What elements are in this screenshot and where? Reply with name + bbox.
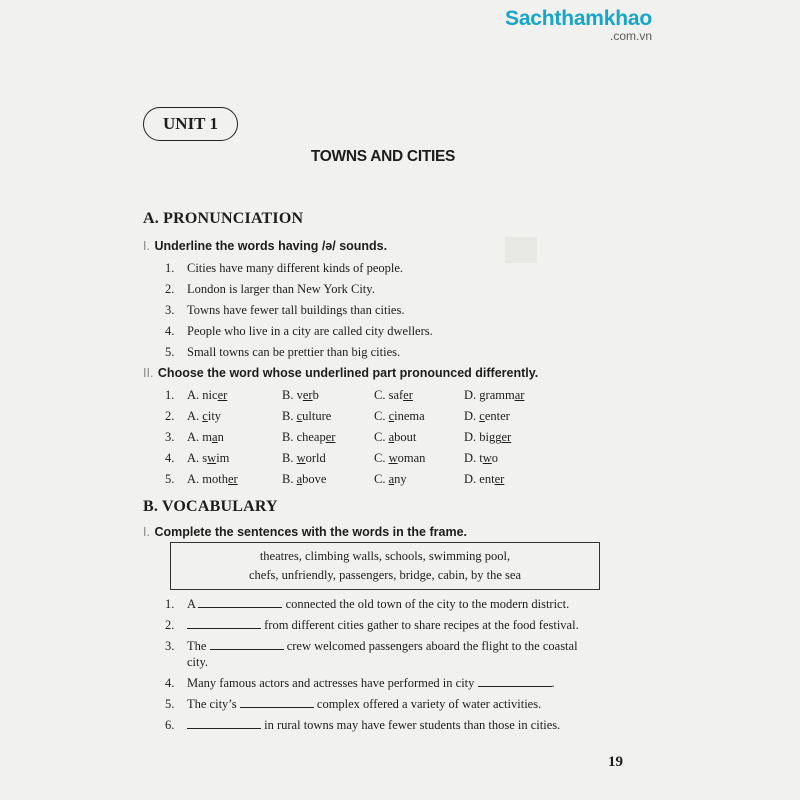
underlined-part: w	[388, 451, 398, 465]
underlined-part: er	[403, 388, 413, 402]
option-text: B. v	[282, 388, 303, 402]
item-text: Small towns can be prettier than big cities.	[187, 345, 401, 359]
item-text: People who live in a city are called city dwellers.	[187, 324, 433, 338]
option-text: o	[491, 451, 499, 465]
list-item	[165, 697, 541, 712]
list-item	[165, 324, 433, 339]
answer-blank	[240, 697, 314, 708]
unit-label: UNIT 1	[143, 107, 238, 141]
answer-option	[374, 451, 425, 466]
list-item	[165, 303, 404, 318]
underlined-part: er	[325, 430, 336, 444]
roman-numeral: I.	[143, 239, 150, 253]
section-a-part1-instruction	[143, 239, 387, 253]
underlined-part: er	[217, 388, 228, 402]
answer-option	[374, 430, 416, 445]
option-text: ity	[207, 409, 222, 423]
option-text: inema	[394, 409, 425, 423]
list-item	[165, 639, 578, 654]
item-number: 3.	[165, 639, 175, 653]
frame-line-1: theatres, climbing walls, schools, swimming pool,	[259, 549, 511, 563]
answer-option	[282, 451, 326, 466]
option-text: C.	[374, 451, 389, 465]
answer-option	[282, 409, 331, 424]
option-text: A. nic	[187, 388, 218, 402]
underlined-part: c	[296, 409, 303, 423]
sentence-text: The	[187, 639, 207, 653]
item-number: 4.	[165, 676, 175, 690]
underlined-part: w	[296, 451, 306, 465]
answer-option	[464, 472, 504, 487]
option-text: bove	[302, 472, 327, 486]
answer-option	[464, 388, 524, 403]
sentence-text: Many famous actors and actresses have performed in city	[187, 676, 475, 690]
list-item	[165, 282, 375, 297]
roman-numeral: I.	[143, 525, 150, 539]
answer-option	[187, 430, 224, 445]
answer-option	[374, 472, 407, 487]
section-b-part1-instruction	[143, 525, 467, 539]
option-text: D. bigg	[464, 430, 502, 444]
instruction-text: Underline the words having /ə/ sounds.	[154, 239, 388, 253]
answer-option	[282, 472, 326, 487]
underlined-part: a	[388, 472, 395, 486]
sentence-text: The city’s	[187, 697, 237, 711]
section-b-heading: B. VOCABULARY	[143, 498, 278, 515]
option-text: enter	[484, 409, 510, 423]
underlined-part: er	[501, 430, 512, 444]
page-title: TOWNS AND CITIES	[310, 148, 456, 165]
option-text: C.	[374, 409, 389, 423]
item-number: 2.	[165, 409, 175, 423]
option-text: im	[216, 451, 230, 465]
underlined-part: c	[479, 409, 485, 423]
underlined-part: w	[207, 451, 217, 465]
item-number: 1.	[165, 261, 175, 275]
underlined-part: a	[388, 430, 395, 444]
option-text: A. moth	[187, 472, 228, 486]
answer-option	[282, 430, 335, 445]
item-number: 5.	[165, 472, 175, 486]
instruction-text: Complete the sentences with the words in the frame.	[154, 525, 467, 539]
option-text: C. saf	[374, 388, 404, 402]
item-number: 1.	[165, 597, 175, 611]
underlined-part: a	[212, 430, 218, 444]
sachthamkhao-logo	[500, 8, 652, 42]
underlined-part: w	[482, 451, 492, 465]
underlined-part: er	[302, 388, 313, 402]
option-text: D.	[464, 409, 480, 423]
option-text: orld	[305, 451, 326, 465]
answer-option	[282, 388, 319, 403]
roman-numeral: II.	[143, 366, 154, 380]
sentence-text: crew welcomed passengers aboard the flight to the coastal	[286, 639, 578, 653]
list-item	[165, 597, 569, 612]
section-a-part2-instruction	[143, 366, 538, 380]
underlined-part: a	[296, 472, 303, 486]
item-number: 4.	[165, 324, 175, 338]
instruction-text: Choose the word whose underlined part pronounced differently.	[157, 366, 539, 380]
sentence-text: connected the old town of the city to the modern district.	[285, 597, 570, 611]
option-text: D. gramm	[464, 388, 515, 402]
word-frame	[170, 542, 600, 590]
answer-option	[187, 472, 238, 487]
option-text: A. m	[187, 430, 212, 444]
option-text: B.	[282, 409, 297, 423]
sentence-text: A	[187, 597, 196, 611]
item-number: 3.	[165, 303, 175, 317]
item-number: 2.	[165, 618, 175, 632]
sentence-text: from different cities gather to share recipes at the food festival.	[264, 618, 579, 632]
list-item	[165, 618, 579, 633]
option-text: A. s	[187, 451, 208, 465]
item-text: Towns have fewer tall buildings than cities.	[187, 303, 405, 317]
list-item	[165, 676, 555, 691]
list-item-continuation: city.	[187, 655, 209, 669]
frame-line-2: chefs, unfriendly, passengers, bridge, cabin, by the sea	[248, 568, 521, 582]
item-number: 5.	[165, 697, 175, 711]
answer-blank	[478, 676, 552, 687]
option-text: ny	[394, 472, 407, 486]
answer-option	[464, 409, 510, 424]
answer-option	[464, 451, 498, 466]
list-item	[165, 345, 400, 360]
answer-option	[374, 409, 425, 424]
underlined-part: c	[388, 409, 395, 423]
list-item	[165, 261, 403, 276]
sentence-text: complex offered a variety of water activities.	[316, 697, 542, 711]
sentence-text: .	[551, 676, 555, 690]
underlined-part: ar	[514, 388, 525, 402]
sentence-text: in rural towns may have fewer students than those in cities.	[264, 718, 561, 732]
answer-option	[464, 430, 511, 445]
answer-blank	[187, 618, 261, 629]
item-text: London is larger than New York City.	[187, 282, 375, 296]
paper-stain	[505, 237, 537, 263]
answer-blank	[210, 639, 284, 650]
item-number: 3.	[165, 430, 175, 444]
logo-brand: Sachthamkhao	[505, 7, 652, 30]
option-text: A.	[187, 409, 203, 423]
option-text: n	[217, 430, 224, 444]
option-text: bout	[394, 430, 417, 444]
item-number: 4.	[165, 451, 175, 465]
item-number: 5.	[165, 345, 175, 359]
item-number: 1.	[165, 388, 175, 402]
option-text: C.	[374, 430, 389, 444]
option-text: D. ent	[464, 472, 495, 486]
underlined-part: er	[494, 472, 505, 486]
underlined-part: er	[227, 472, 238, 486]
item-text: Cities have many different kinds of people.	[187, 261, 404, 275]
logo-domain: .com.vn	[609, 29, 652, 43]
section-a-heading: A. PRONUNCIATION	[143, 210, 304, 227]
underlined-part: c	[202, 409, 208, 423]
answer-option	[187, 409, 221, 424]
option-text: D. t	[464, 451, 483, 465]
answer-option	[187, 451, 229, 466]
answer-blank	[187, 718, 261, 729]
page-number: 19	[608, 754, 623, 770]
list-item	[165, 718, 560, 733]
option-text: B.	[282, 472, 297, 486]
answer-option	[374, 388, 413, 403]
item-number: 6.	[165, 718, 175, 732]
answer-blank	[198, 597, 282, 608]
option-text: B.	[282, 451, 297, 465]
option-text: C.	[374, 472, 389, 486]
item-number: 2.	[165, 282, 175, 296]
option-text: b	[312, 388, 319, 402]
option-text: oman	[397, 451, 426, 465]
option-text: ulture	[302, 409, 332, 423]
answer-option	[187, 388, 227, 403]
option-text: B. cheap	[282, 430, 326, 444]
